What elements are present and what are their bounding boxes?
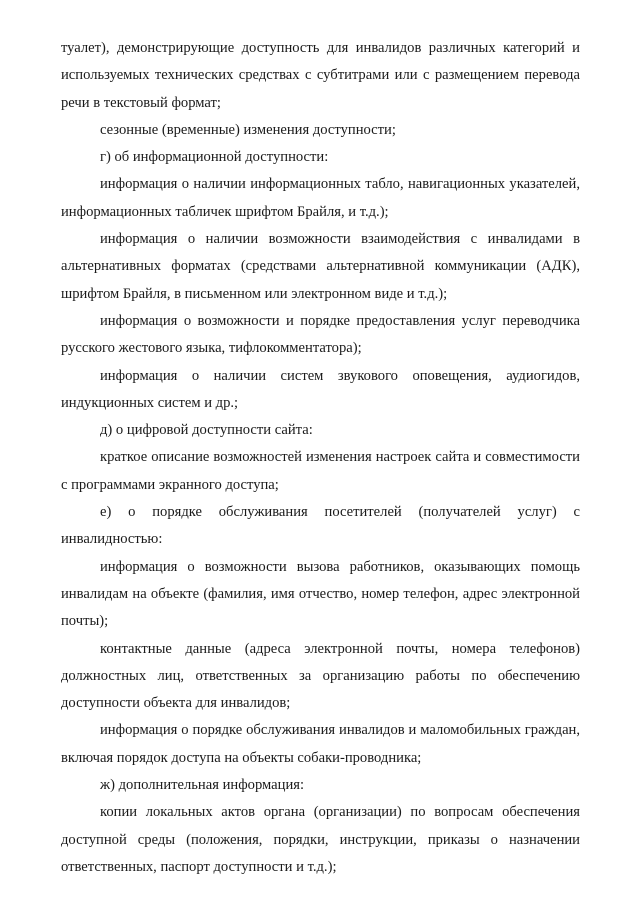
paragraph-info-boards: информация о наличии информационных табло, навигационных указателей, информационных табличек шрифтом Брайля, и т.д.); — [61, 176, 580, 220]
section-heading-zh: ж) дополнительная информация: — [100, 777, 305, 794]
section-heading-d: д) о цифровой доступности сайта: — [100, 422, 313, 439]
section-heading-g: г) об информационной доступности: — [100, 149, 329, 166]
paragraph-site-settings: краткое описание возможностей изменения настроек сайта и совместимости с программами экранного доступа; — [61, 449, 580, 493]
paragraph-sign-language: информация о возможности и порядке предоставления услуг переводчика русского жестового языка, тифлокомментатора); — [61, 312, 580, 357]
paragraph-sound-systems: информация о наличии систем звукового оповещения, аудиогидов, индукционных систем и др.; — [61, 367, 580, 411]
document-page — [61, 35, 580, 881]
paragraph-continuation: туалет), демонстрирующие доступность для инвалидов различных категорий и используемых технических средствах с субтитрами или с размещением перевода речи в текстовый формат; — [61, 40, 580, 111]
section-heading-e: е) о порядке обслуживания посетителей (получателей услуг) с инвалидностью: — [61, 504, 580, 548]
paragraph-staff-call: информация о возможности вызова работников, оказывающих помощь инвалидам на объекте (фамилия, имя отчество, номер телефон, адрес электронной почты); — [61, 558, 580, 630]
paragraph-seasonal-changes: сезонные (временные) изменения доступности; — [100, 121, 396, 138]
paragraph-contact-data: контактные данные (адреса электронной почты, номера телефонов) должностных лиц, ответственных за организацию работы по обеспечению доступности объекта для инвалидов; — [61, 640, 580, 712]
paragraph-alt-formats: информация о наличии возможности взаимодействия с инвалидами в альтернативных форматах (средствами альтернативной коммуникации (АДК), шрифтом Брайля, в письменном или электронном виде и т.д.); — [61, 231, 580, 302]
paragraph-local-acts: копии локальных актов органа (организации) по вопросам обеспечения доступной среды (положения, порядки, инструкции, приказы о назначении ответственных, паспорт доступности и т.д.); — [61, 804, 580, 875]
paragraph-service-order: информация о порядке обслуживания инвалидов и маломобильных граждан, включая порядок доступа на объекты собаки-проводника; — [61, 722, 580, 766]
